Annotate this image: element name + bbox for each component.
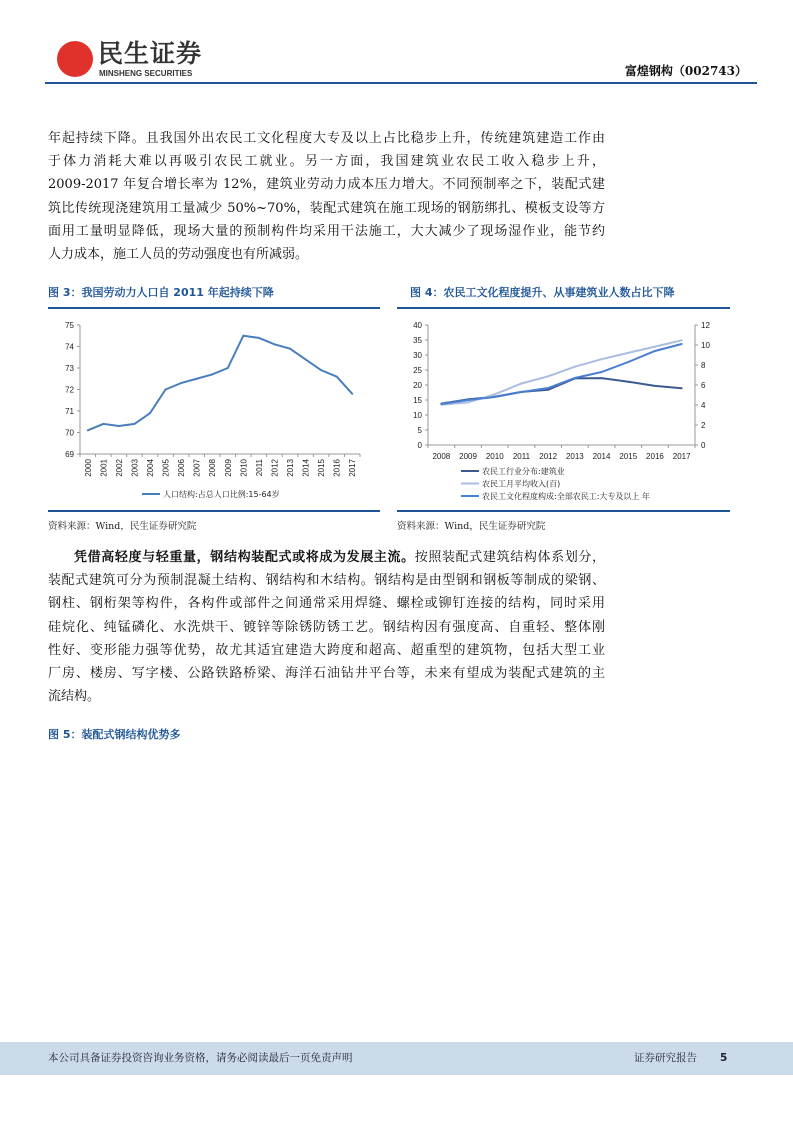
text-line: 性好、变形能力强等优势，故尤其适宜建造大跨度和超高、超重型的建筑物，包括大型工业: [48, 642, 605, 658]
y2-tick-label: 8: [701, 361, 706, 370]
x-tick-label: 2016: [332, 459, 342, 477]
data-point: [118, 425, 120, 427]
data-point: [87, 429, 89, 431]
y2-tick-label: 10: [701, 341, 710, 350]
data-point: [289, 348, 291, 350]
data-point: [654, 385, 656, 387]
data-point: [467, 401, 469, 403]
y-tick-label: 30: [413, 351, 422, 360]
x-tick-label: 2015: [619, 452, 638, 461]
x-tick-label: 2014: [301, 459, 311, 477]
x-tick-label: 2000: [83, 459, 93, 477]
x-tick-label: 2013: [286, 459, 295, 477]
data-point: [627, 381, 629, 383]
data-point: [440, 403, 442, 405]
text-line: 装配式建筑可分为预制混凝土结构、钢结构和木结构。钢结构是由型钢和钢板等制成的梁钢、: [48, 573, 605, 589]
data-point: [520, 391, 522, 393]
text-line: 流结构。: [48, 689, 101, 705]
data-point: [336, 376, 338, 378]
text-line: 钢柱、钢桁架等构件，各构件或部件之间通常采用焊缝、螺栓或铆钉连接的结构，同时采用: [48, 596, 605, 612]
data-point: [547, 375, 549, 377]
y2-tick-label: 4: [701, 401, 706, 410]
y-tick-label: 71: [65, 407, 74, 416]
text-line: 2009-2017 年复合增长率为 12%，建筑业劳动力成本压力增大。不同预制率之下，装配式建: [48, 177, 605, 193]
y-tick-label: 25: [413, 366, 422, 375]
x-tick-label: 2004: [146, 459, 155, 477]
x-tick-label: 2010: [485, 452, 504, 461]
text-line: 年起持续下降。且我国外出农民工文化程度大专及以上占比稳步上升，传统建筑建造工作由: [48, 131, 605, 146]
footer-disclaimer: 本公司具备证券投资咨询业务资格，请务必阅读最后一页免责声明: [48, 1052, 353, 1064]
x-tick-label: 2012: [539, 452, 558, 461]
x-tick-label: 2009: [459, 452, 477, 461]
x-tick-label: 2012: [270, 459, 280, 477]
y-tick-label: 20: [413, 381, 422, 390]
data-point: [654, 346, 656, 348]
y-tick-label: 0: [417, 441, 422, 450]
data-point: [211, 373, 213, 375]
paragraph-lead: 凭借高轻度与轻重量，钢结构装配式或将成为发展主流。: [74, 550, 415, 565]
data-point: [681, 343, 683, 345]
y-tick-label: 10: [413, 411, 422, 420]
text-line: 于体力消耗大难以再吸引农民工就业。另一方面，我国建筑业农民工收入稳步上升，: [48, 154, 605, 170]
figure-5-title: 图 5：装配式钢结构优势多: [48, 728, 181, 741]
data-point: [654, 350, 656, 352]
x-tick-label: 2006: [177, 459, 187, 477]
data-point: [320, 369, 322, 371]
data-point: [133, 423, 135, 425]
paragraph-2: [48, 546, 605, 708]
figure-3-title: 图 3：我国劳动力人口自 2011 年起持续下降: [48, 286, 274, 299]
labor-population-chart: [48, 312, 380, 508]
x-tick-label: 2016: [646, 452, 664, 461]
y-tick-label: 75: [65, 321, 74, 330]
data-point: [351, 393, 353, 395]
data-point: [681, 339, 683, 341]
figure-divider: [48, 307, 380, 309]
data-point: [601, 371, 603, 373]
y-tick-label: 40: [413, 321, 422, 330]
series-line: [88, 336, 352, 431]
x-tick-label: 2005: [161, 459, 171, 477]
data-point: [601, 377, 603, 379]
data-point: [627, 361, 629, 363]
y-tick-label: 73: [65, 364, 74, 373]
logo-subtext: MINSHENG SECURITIES: [99, 69, 193, 78]
data-point: [494, 396, 496, 398]
x-tick-label: 2011: [254, 459, 264, 477]
text-line: 人力成本，施工人员的劳动强度也有所减弱。: [48, 247, 309, 263]
figure-divider: [397, 307, 730, 309]
data-point: [149, 412, 151, 414]
y2-tick-label: 6: [701, 381, 706, 390]
text-line: 硅烷化、纯锰磷化、水洗烘干、镀锌等除锈防锈工艺。钢结构因有强度高、自重轻、整体刚: [48, 619, 605, 635]
y-tick-label: 5: [417, 426, 422, 435]
y-tick-label: 72: [65, 385, 74, 395]
footer: [0, 1042, 793, 1075]
data-point: [627, 352, 629, 354]
data-point: [574, 366, 576, 368]
data-point: [165, 389, 167, 391]
data-point: [180, 382, 182, 384]
data-point: [258, 337, 260, 339]
text-line: 筑比传统现浇建筑用工量减少 50%~70%，装配式建筑在施工现场的钢筋绑扎、模板支设等方: [48, 200, 605, 216]
legend-label: 人口结构:占总人口比例:15-64岁: [163, 490, 280, 499]
x-tick-label: 2003: [130, 459, 140, 477]
x-tick-label: 2001: [99, 459, 109, 477]
data-point: [467, 399, 469, 401]
data-point: [574, 377, 576, 379]
paragraph-1: [48, 127, 605, 266]
data-point: [273, 343, 275, 345]
x-tick-label: 2007: [192, 459, 202, 477]
data-point: [681, 387, 683, 389]
y2-tick-label: 0: [701, 441, 706, 450]
y-tick-label: 74: [65, 342, 74, 352]
data-point: [227, 367, 229, 369]
footer-label: 证券研究报告: [634, 1052, 697, 1064]
header-divider: [45, 82, 757, 84]
text-span: 按照装配式建筑结构体系划分，: [414, 550, 605, 565]
x-tick-label: 2017: [672, 452, 691, 461]
x-tick-label: 2011: [512, 452, 531, 461]
x-tick-label: 2014: [592, 452, 611, 461]
legend-label: 农民工文化程度构成:全部农民工:大专及以上 年: [482, 492, 650, 501]
data-point: [305, 358, 307, 360]
x-tick-label: 2010: [239, 459, 249, 477]
logo-text: 民生证券: [98, 39, 203, 68]
y-tick-label: 35: [413, 336, 422, 345]
x-tick-label: 2009: [223, 459, 233, 477]
data-point: [601, 358, 603, 360]
x-tick-label: 2013: [565, 452, 584, 461]
y-tick-label: 15: [413, 396, 422, 405]
text-line: [48, 546, 605, 569]
text-line: 厂房、楼房、写字楼、公路铁路桥梁、海洋石油钻井平台等，未来有望成为装配式建筑的主: [48, 666, 605, 682]
figure-divider: [397, 510, 730, 512]
text-line: 面用工量明显降低，现场大量的预制构件均采用干法施工，大大减少了现场湿作业，能节约: [48, 223, 605, 239]
legend-label: 农民工行业分布:建筑业: [482, 467, 565, 476]
data-point: [196, 378, 198, 380]
data-point: [547, 387, 549, 389]
page-number: 5: [720, 1052, 728, 1064]
y2-tick-label: 12: [701, 321, 710, 330]
y2-tick-label: 2: [701, 421, 706, 430]
legend-label: 农民工月平均收入(百): [482, 479, 561, 489]
y-tick-label: 70: [65, 428, 74, 438]
x-tick-label: 2008: [208, 459, 218, 477]
x-tick-label: 2015: [317, 459, 327, 477]
document-code: 富煌钢构（002743）: [624, 64, 747, 78]
logo-icon: [57, 41, 93, 77]
figure-4-source: 资料来源：Wind，民生证券研究院: [397, 521, 546, 532]
data-point: [520, 383, 522, 385]
figure-3-source: 资料来源：Wind，民生证券研究院: [48, 521, 197, 532]
figure-4-title: 图 4：农民工文化程度提升、从事建筑业人数占比下降: [410, 286, 675, 299]
x-tick-label: 2008: [432, 452, 451, 461]
data-point: [494, 393, 496, 395]
data-point: [242, 335, 244, 337]
series-line: [441, 340, 681, 405]
data-point: [102, 423, 104, 425]
x-tick-label: 2017: [348, 459, 358, 477]
migrant-worker-chart: [397, 312, 730, 508]
x-tick-label: 2002: [114, 459, 124, 477]
figure-divider: [48, 510, 380, 512]
y-tick-label: 69: [65, 450, 74, 459]
series-line: [441, 344, 681, 404]
